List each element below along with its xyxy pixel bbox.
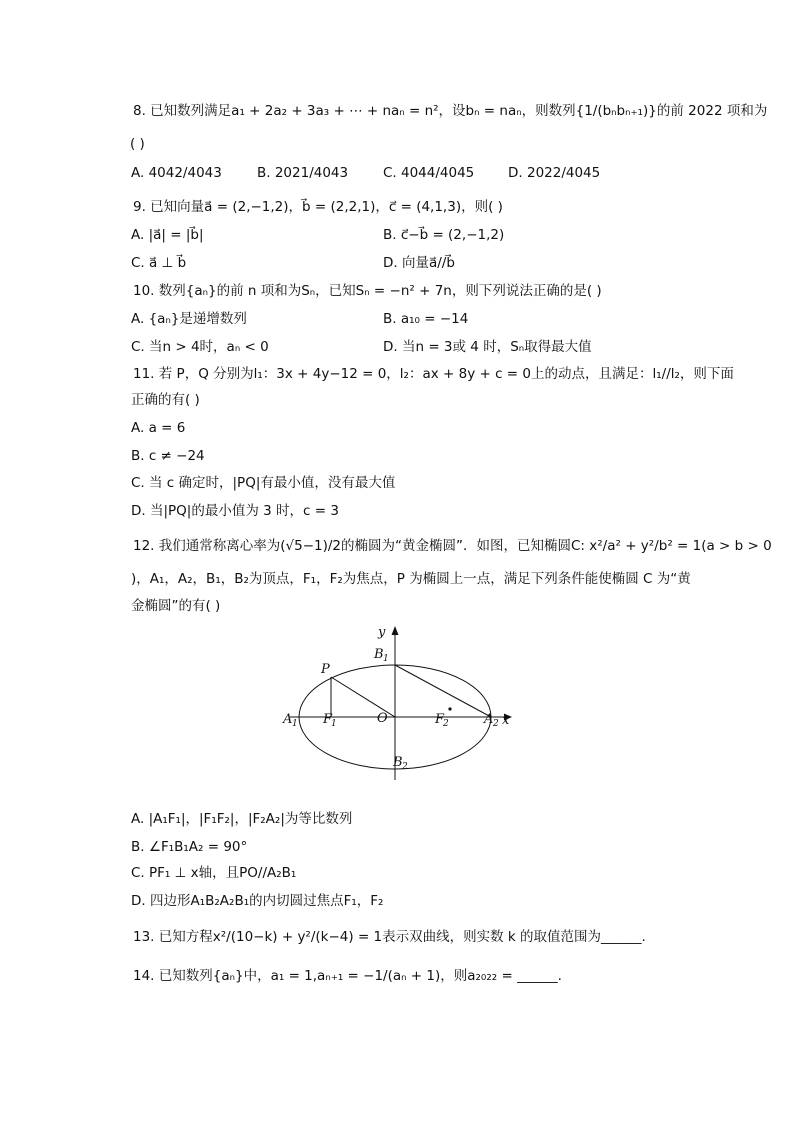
q8-stem-line2: ( ) — [130, 136, 145, 152]
q8-option-a: A. 4042/4043 — [131, 165, 222, 181]
q12-stem-line3: 金椭圆”的有( ) — [131, 598, 221, 614]
q10-option-c: C. 当n > 4时，aₙ < 0 — [131, 339, 269, 355]
label-x: x — [502, 713, 510, 728]
f2-dot — [448, 707, 451, 710]
q9-stem: 9. 已知向量a⃗ = (2,−1,2)，b⃗ = (2,2,1)，c⃗ = (4,1,3)，则( ) — [133, 199, 503, 215]
q12-option-c: C. PF₁ ⊥ x轴，且PO//A₂B₁ — [131, 865, 297, 881]
q12-option-d: D. 四边形A₁B₂A₂B₁的内切圆过焦点F₁，F₂ — [131, 893, 384, 909]
q12-option-a: A. |A₁F₁|，|F₁F₂|，|F₂A₂|为等比数列 — [131, 811, 353, 827]
q11-option-d: D. 当|PQ|的最小值为 3 时，c = 3 — [131, 503, 339, 519]
label-b1: B — [374, 647, 384, 662]
q11-stem-line1: 11. 若 P，Q 分别为l₁：3x + 4y−12 = 0，l₂：ax + 8y + c = 0上的动点，且满足：l₁//l₂，则下面 — [133, 366, 734, 382]
label-o: O — [377, 711, 388, 726]
label-a2: A — [484, 712, 494, 727]
q8-option-b: B. 2021/4043 — [257, 165, 349, 181]
label-b2-sub: 2 — [402, 762, 408, 772]
label-a1: A — [283, 712, 293, 727]
label-f2: F — [435, 712, 445, 727]
q12-stem-line2: )，A₁，A₂，B₁，B₂为顶点，F₁，F₂为焦点，P 为椭圆上一点，满足下列条件能使椭圆 C 为“黄 — [131, 571, 691, 587]
label-a1-sub: 1 — [292, 719, 298, 729]
label-f2-sub: 2 — [443, 719, 449, 729]
q9-option-d: D. 向量a⃗//b⃗ — [383, 255, 455, 271]
label-y: y — [378, 625, 386, 640]
q9-option-b: B. c⃗−b⃗ = (2,−1,2) — [383, 227, 505, 243]
label-b2: B — [393, 755, 403, 770]
q11-stem-line2: 正确的有( ) — [131, 392, 200, 408]
label-b1-sub: 1 — [383, 654, 389, 664]
q14-stem: 14. 已知数列{aₙ}中，a₁ = 1,aₙ₊₁ = −1/(aₙ + 1)，则a₂₀₂₂ = ______. — [133, 968, 562, 984]
segment-b1a2 — [395, 665, 491, 717]
q12-option-b: B. ∠F₁B₁A₂ = 90° — [131, 839, 248, 855]
q8-option-c: C. 4044/4045 — [383, 165, 475, 181]
q8-option-d: D. 2022/4045 — [508, 165, 601, 181]
q13-stem: 13. 已知方程x²/(10−k) + y²/(k−4) = 1表示双曲线，则实数 k 的取值范围为______. — [133, 929, 646, 945]
q9-option-a: A. |a⃗| = |b⃗| — [131, 227, 204, 243]
q8-stem-line1: 8. 已知数列满足a₁ + 2a₂ + 3a₃ + ⋯ + naₙ = n²，设bₙ = naₙ，则数列{1/(bₙbₙ₊₁)}的前 2022 项和为 — [133, 103, 768, 119]
q11-option-a: A. a = 6 — [131, 420, 186, 436]
q10-option-d: D. 当n = 3或 4 时，Sₙ取得最大值 — [383, 339, 592, 355]
q11-option-b: B. c ≠ −24 — [131, 448, 205, 464]
q12-stem-line1: 12. 我们通常称离心率为(√5−1)/2的椭圆为“黄金椭圆”．如图，已知椭圆C: x²/a² + y²/b² = 1(a > b > 0 — [133, 538, 772, 554]
q10-option-a: A. {aₙ}是递增数列 — [131, 311, 247, 327]
label-p: P — [321, 662, 330, 677]
label-f1: F — [323, 712, 333, 727]
y-axis-arrow-icon — [392, 626, 399, 635]
ellipse-figure — [282, 622, 522, 784]
q9-option-c: C. a⃗ ⊥ b⃗ — [131, 255, 187, 271]
label-a2-sub: 2 — [493, 719, 499, 729]
q11-option-c: C. 当 c 确定时，|PQ|有最小值，没有最大值 — [131, 475, 396, 491]
label-f1-sub: 1 — [331, 719, 337, 729]
q10-stem: 10. 数列{aₙ}的前 n 项和为Sₙ，已知Sₙ = −n² + 7n，则下列说法正确的是( ) — [133, 283, 602, 299]
q10-option-b: B. a₁₀ = −14 — [383, 311, 469, 327]
